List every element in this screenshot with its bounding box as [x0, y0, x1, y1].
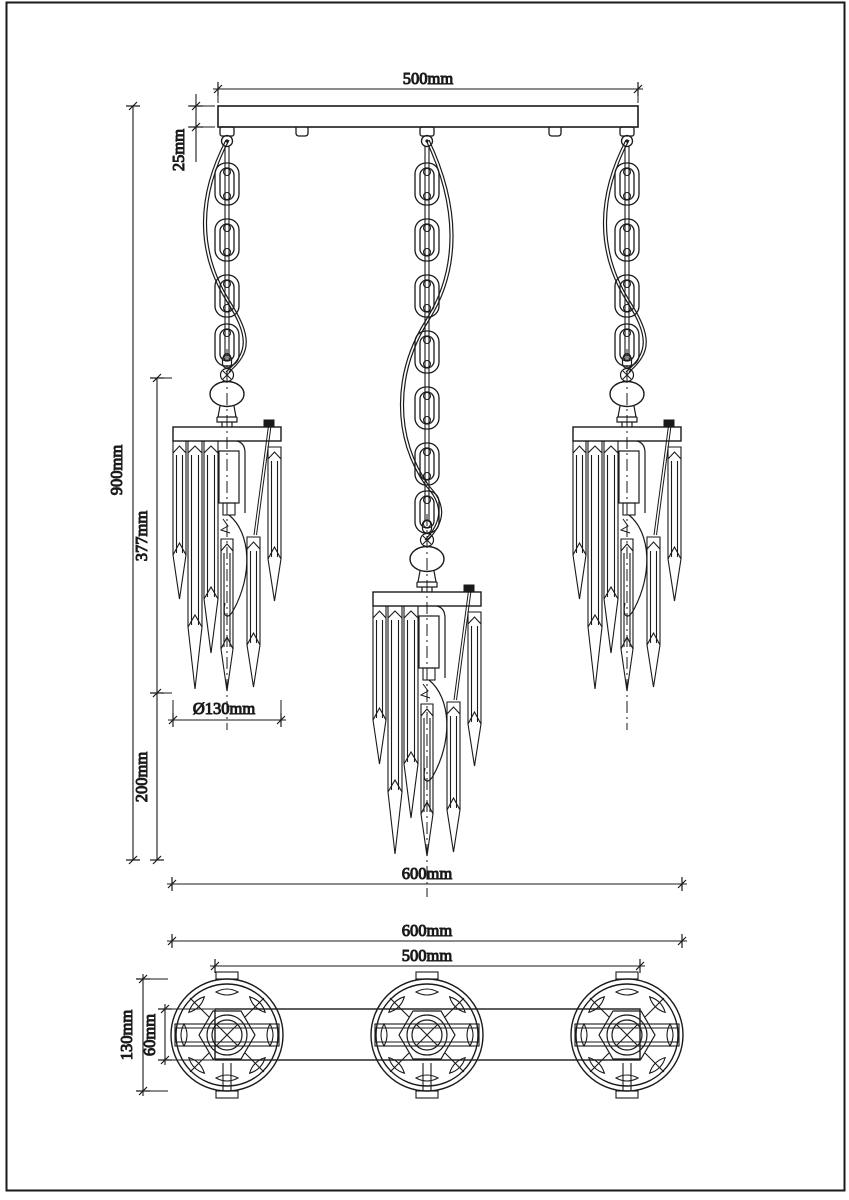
dim-label-pendant-height: 377mm [132, 510, 151, 562]
front-elevation-view [107, 69, 687, 897]
dim-plan-fixture-width [167, 921, 687, 948]
dim-label-plan-canopy-width: 500mm [401, 946, 453, 965]
chain-left [203, 127, 246, 372]
centerlines [227, 349, 627, 897]
chain-right [603, 127, 646, 372]
canopy-hook-tab-left [296, 127, 308, 136]
dim-plan-canopy-depth [140, 1004, 214, 1065]
dim-label-pendant-diameter: Ø130mm [192, 699, 256, 718]
dim-pendant-diameter [168, 699, 286, 727]
dim-center-pendant-drop [132, 693, 164, 864]
dim-canopy-width [213, 69, 643, 103]
canopy-hook-tab-right [549, 127, 561, 136]
dim-label-fixture-width: 600mm [401, 864, 453, 883]
pendant-circle-center [371, 972, 483, 1098]
chain-center [400, 127, 453, 540]
dim-pendant-height [132, 374, 172, 697]
pendant-circle-left [171, 972, 283, 1098]
dim-plan-canopy-width [210, 946, 645, 973]
dim-canopy-height [169, 94, 215, 171]
dim-label-overall-height: 900mm [107, 444, 126, 496]
dim-label-plan-pendant-diameter: 130mm [117, 1009, 136, 1061]
dim-fixture-width [167, 864, 687, 891]
dim-label-canopy-height: 25mm [169, 128, 188, 172]
pendant-circle-right [571, 972, 683, 1098]
dim-label-plan-fixture-width: 600mm [401, 921, 453, 940]
dim-label-center-pendant-drop: 200mm [132, 751, 151, 803]
bottom-plan-view [117, 921, 687, 1098]
dim-overall-height [107, 102, 140, 864]
ceiling-canopy-plate [218, 106, 638, 127]
dim-label-canopy-width: 500mm [402, 69, 454, 88]
dim-label-plan-canopy-depth: 60mm [140, 1013, 159, 1057]
